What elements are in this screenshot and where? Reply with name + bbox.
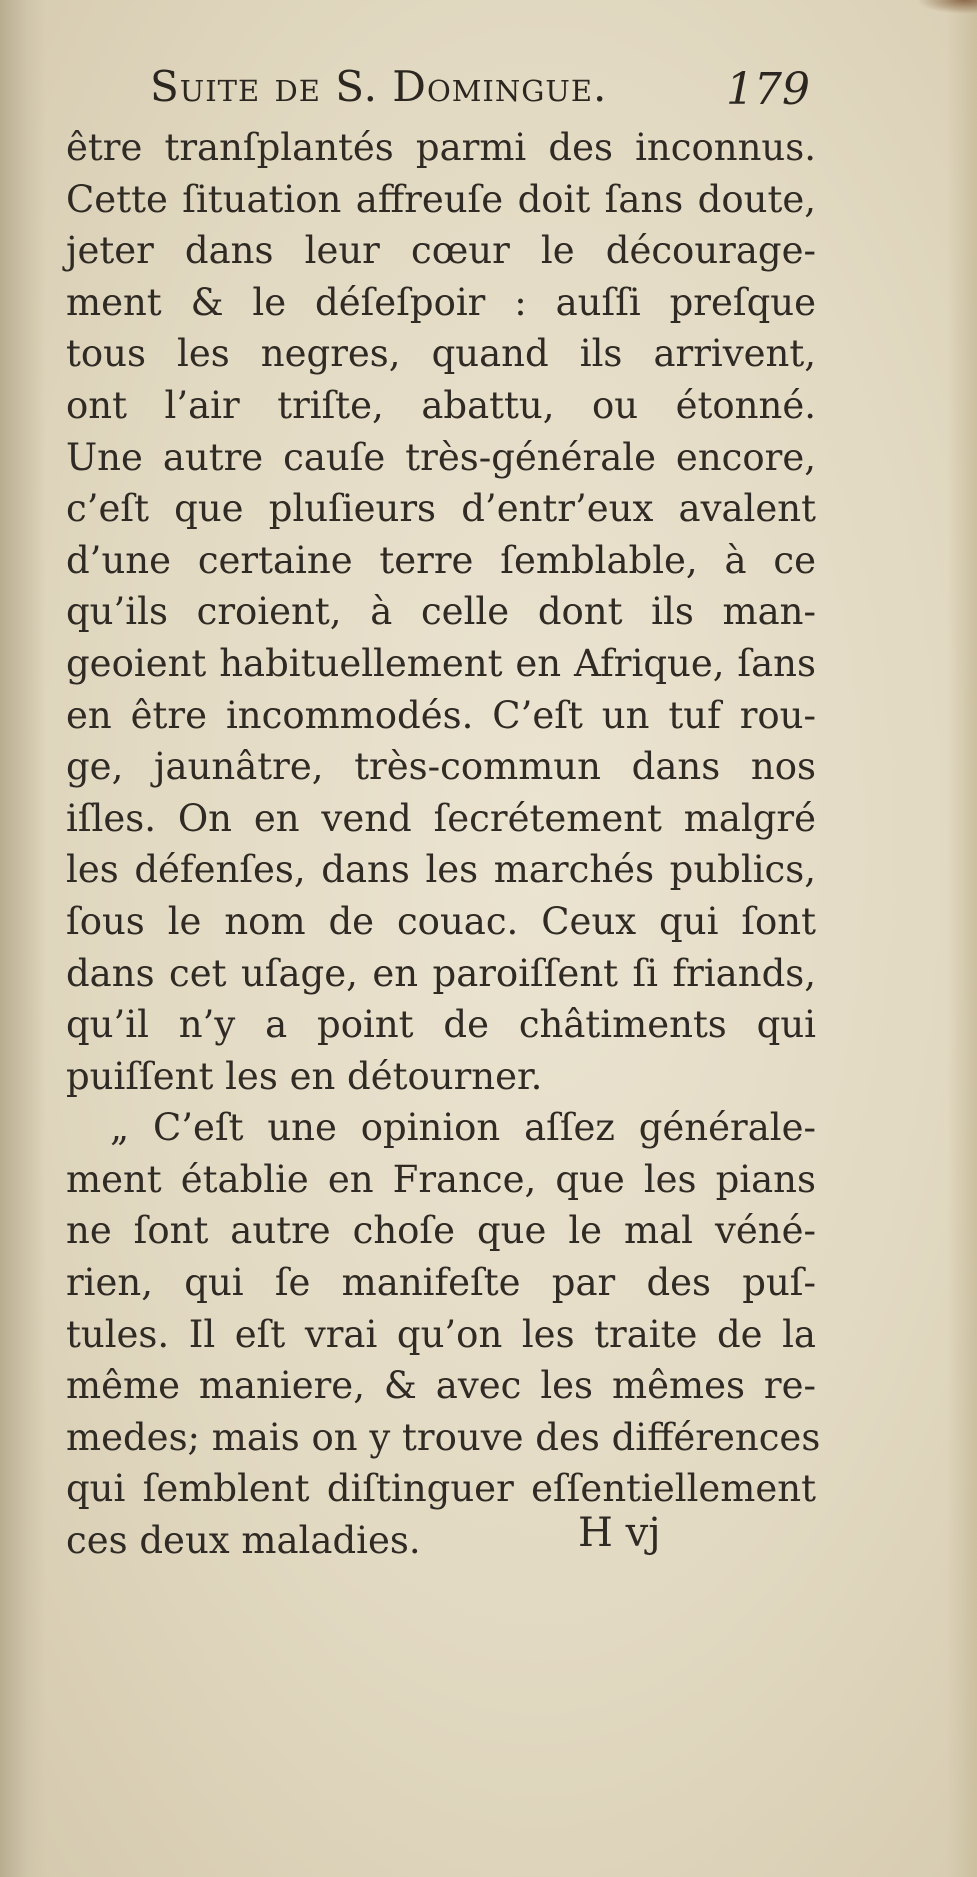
text-line: c’eſt que pluſieurs d’entr’eux avalent: [66, 487, 816, 531]
running-head: Suite de S. Domingue.: [150, 62, 608, 111]
body-text: [66, 122, 821, 1567]
text-line: Une autre cauſe très-générale encore,: [66, 435, 816, 479]
text-line: ces deux maladies.: [66, 1519, 421, 1563]
text-line: même maniere, & avec les mêmes re-: [66, 1364, 816, 1408]
text-line: ſous le nom de couac. Ceux qui ſont: [66, 899, 816, 943]
text-line: ont l’air triſte, abattu, ou étonné.: [66, 383, 816, 427]
text-line: rien, qui ſe manifeſte par des puſ-: [66, 1261, 816, 1305]
text-line: ment & le déſeſpoir : auſſi preſque: [66, 280, 816, 324]
text-line: puiſſent les en détourner.: [66, 1054, 543, 1098]
binding-shadow: [0, 0, 46, 1877]
text-line: en être incommodés. C’eſt un tuf rou-: [66, 693, 816, 737]
text-line: qu’il n’y a point de châtiments qui: [66, 1003, 816, 1047]
text-line: Cette ſituation affreuſe doit ſans doute,: [66, 177, 816, 221]
text-line: qui ſemblent diſtinguer eſſentiellement: [66, 1467, 816, 1511]
text-line: qu’ils croient, à celle dont ils man-: [66, 590, 816, 634]
text-line: iſles. On en vend ſecrétement malgré: [66, 796, 816, 840]
text-line: tous les negres, quand ils arrivent,: [66, 332, 816, 376]
text-line: être tranſplantés parmi des inconnus.: [66, 126, 816, 169]
text-line: medes; mais on y trouve des différences: [66, 1415, 821, 1459]
corner-stain: [917, 0, 977, 14]
text-line: tules. Il eſt vrai qu’on les traite de la: [66, 1312, 816, 1356]
text-line: les défenſes, dans les marchés publics,: [66, 848, 816, 892]
paragraph-2: [66, 1102, 821, 1566]
paragraph-1: [66, 122, 816, 1102]
text-line: jeter dans leur cœur le décourage-: [66, 229, 816, 273]
text-line: „ C’eſt une opinion aſſez générale-: [110, 1106, 816, 1150]
text-line: dans cet uſage, en paroiſſent ſi friands,: [66, 951, 816, 995]
text-line: ge, jaunâtre, très-commun dans nos: [66, 745, 816, 789]
text-line: ment établie en France, que les pians: [66, 1157, 816, 1201]
signature-mark: H vj: [578, 1510, 661, 1556]
page-number: 179: [726, 64, 810, 115]
page-header: [150, 62, 810, 122]
text-line: geoient habituellement en Afrique, ſans: [66, 641, 816, 685]
text-line: d’une certaine terre ſemblable, à ce: [66, 538, 816, 582]
text-line: ne ſont autre choſe que le mal véné-: [66, 1209, 816, 1253]
page-edge-shade: [947, 0, 977, 1877]
